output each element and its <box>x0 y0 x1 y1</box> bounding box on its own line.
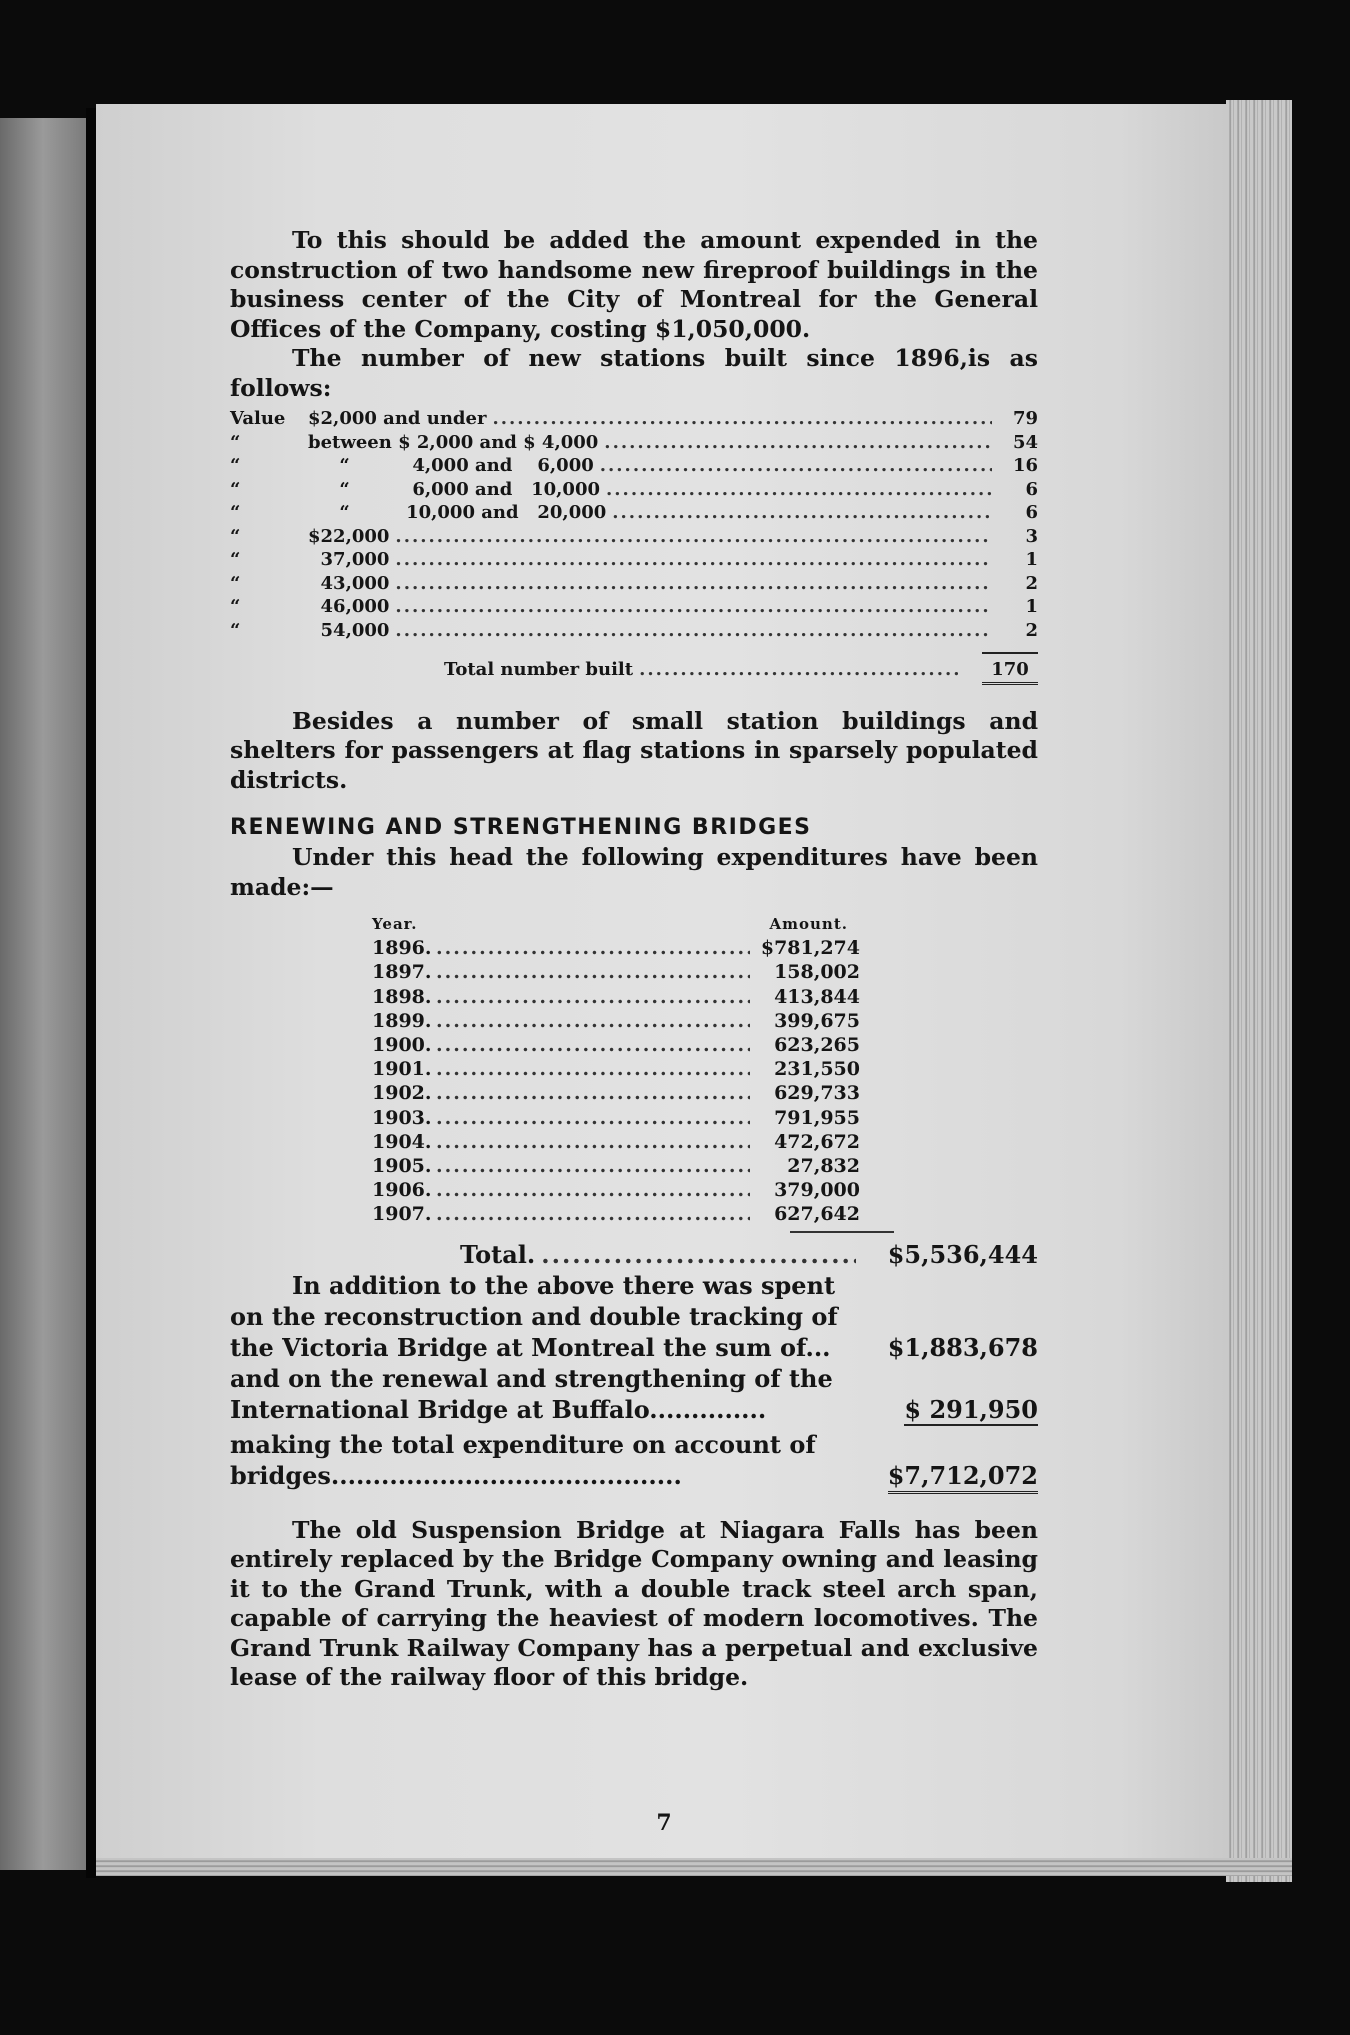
leader-dots <box>436 1057 750 1081</box>
intro-paragraph: To this should be added the amount expended in the construction of two handsome new fireproof buildings in the business center of the City of Montreal for the General Offices of the Company, costing $1,050,000. <box>230 226 1038 343</box>
bridge-expenditure-table <box>372 912 860 1233</box>
row-label: $2,000 and under <box>308 408 487 429</box>
summary-line: International Bridge at Buffalo.............. <box>230 1394 767 1424</box>
leader-dots <box>436 1178 750 1202</box>
amount-cell: 399,675 <box>774 1009 860 1032</box>
table-row <box>372 1130 860 1154</box>
amount-cell: 27,832 <box>787 1155 860 1178</box>
station-row <box>230 525 1038 549</box>
row-count: 6 <box>1025 478 1038 500</box>
page-number: 7 <box>656 1810 672 1836</box>
row-count: 79 <box>1012 408 1038 429</box>
table-row <box>372 985 860 1009</box>
summary-line: the Victoria Bridge at Montreal the sum of... <box>230 1332 831 1362</box>
row-label: 54,000 <box>308 619 390 641</box>
row-count: 1 <box>1025 549 1038 570</box>
row-prefix: “ <box>230 525 241 547</box>
summary-row <box>230 1394 1038 1425</box>
station-row <box>230 454 1038 478</box>
leader-dots <box>395 595 992 619</box>
under-head-paragraph: Under this head the following expenditures have been made:— <box>230 843 1038 901</box>
year-cell: 1901. <box>372 1058 432 1081</box>
year-cell: 1902. <box>372 1082 432 1105</box>
leader-dots <box>436 1154 750 1178</box>
amount-cell: 623,265 <box>774 1034 860 1057</box>
table-row <box>372 1178 860 1202</box>
station-row <box>230 619 1038 643</box>
amount-cell: 629,733 <box>774 1082 860 1105</box>
row-count: 6 <box>1025 502 1038 523</box>
table-header <box>372 912 860 936</box>
leader-dots <box>604 431 992 455</box>
year-cell: 1900. <box>372 1034 432 1057</box>
leader-dots <box>436 985 750 1009</box>
bridges-total-label: Total. <box>460 1239 536 1269</box>
row-label: “ 6,000 and 10,000 <box>308 478 601 500</box>
leader-dots <box>436 936 750 960</box>
table-row <box>372 960 860 984</box>
station-row <box>230 595 1038 619</box>
summary-line: on the reconstruction and double tracking of <box>230 1301 838 1331</box>
victoria-bridge-value: $1,883,678 <box>887 1332 1038 1362</box>
summary-line: making the total expenditure on account of <box>230 1429 816 1459</box>
station-row <box>230 478 1038 502</box>
leader-dots <box>395 572 992 596</box>
year-cell: 1899. <box>372 1009 432 1032</box>
table-row <box>372 1202 860 1226</box>
leader-dots <box>436 960 750 984</box>
leader-dots <box>541 1239 856 1270</box>
station-row <box>230 501 1038 525</box>
closing-paragraph: The old Suspension Bridge at Niagara Falls has been entirely replaced by the Bridge Company owning and leasing it to the Grand Trunk, with a double track steel arch span, capable of carrying the heaviest of modern locomotives. The Grand Trunk Railway Company has a perpetual and exclusive lease of the railway floor of this bridge. <box>230 1515 1038 1692</box>
amount-cell: 379,000 <box>774 1179 860 1202</box>
table-row <box>372 1057 860 1081</box>
row-count: 2 <box>1025 619 1038 641</box>
leader-dots <box>395 619 992 643</box>
summary-row <box>230 1301 1038 1332</box>
leader-dots <box>639 658 958 682</box>
station-row <box>230 572 1038 596</box>
leader-dots <box>395 525 992 549</box>
table-row <box>372 1033 860 1057</box>
row-label: between $ 2,000 and $ 4,000 <box>308 431 599 453</box>
summary-row <box>230 1363 1038 1394</box>
book-gutter <box>86 108 96 1878</box>
col-amount-header: Amount. <box>769 915 848 933</box>
subtotal-rule <box>790 1231 894 1233</box>
row-count: 54 <box>1012 431 1038 453</box>
row-prefix: “ <box>230 431 241 453</box>
row-count: 2 <box>1025 572 1038 594</box>
leader-dots <box>436 1130 750 1154</box>
row-prefix: “ <box>230 502 241 523</box>
summary-line: and on the renewal and strengthening of the <box>230 1363 833 1393</box>
year-cell: 1906. <box>372 1179 432 1202</box>
amount-cell: 472,672 <box>774 1130 860 1153</box>
row-prefix: “ <box>230 596 241 617</box>
row-prefix: “ <box>230 478 241 500</box>
bridges-total-row <box>230 1239 1038 1270</box>
row-label: $22,000 <box>308 525 390 547</box>
row-label: “ 10,000 and 20,000 <box>308 502 607 523</box>
table-row <box>372 936 860 960</box>
stations-total-row <box>230 652 1038 685</box>
summary-row <box>230 1460 1038 1494</box>
table-row <box>372 1081 860 1105</box>
bridges-total-value: $5,536,444 <box>887 1239 1038 1269</box>
row-prefix: “ <box>230 572 241 594</box>
row-prefix: “ <box>230 619 241 641</box>
year-cell: 1905. <box>372 1155 432 1178</box>
table-row <box>372 1009 860 1033</box>
adjacent-page-edge <box>0 118 86 1870</box>
page-text <box>230 226 1038 1693</box>
year-cell: 1896. <box>372 937 432 960</box>
stations-intro: The number of new stations built since 1896,is as follows: <box>230 344 1038 402</box>
leader-dots <box>436 1202 750 1226</box>
station-row <box>230 431 1038 455</box>
year-cell: 1897. <box>372 961 432 984</box>
leader-dots <box>436 1033 750 1057</box>
summary-row <box>230 1270 1038 1301</box>
table-row <box>372 1106 860 1130</box>
station-row <box>230 548 1038 572</box>
amount-cell: 627,642 <box>774 1203 860 1226</box>
year-cell: 1903. <box>372 1106 432 1129</box>
year-cell: 1898. <box>372 985 432 1008</box>
leader-dots <box>436 1009 750 1033</box>
row-label: 43,000 <box>308 572 390 594</box>
amount-cell: 158,002 <box>774 961 860 984</box>
station-row <box>230 407 1038 431</box>
row-count: 1 <box>1025 596 1038 617</box>
amount-cell: $781,274 <box>760 937 860 960</box>
row-label: “ 4,000 and 6,000 <box>308 455 594 476</box>
leader-dots <box>436 1081 750 1105</box>
amount-cell: 231,550 <box>774 1058 860 1081</box>
row-label: 37,000 <box>308 549 390 570</box>
row-prefix: “ <box>230 549 241 570</box>
section-heading: RENEWING AND STRENGTHENING BRIDGES <box>230 815 812 840</box>
leader-dots <box>600 454 992 478</box>
leader-dots <box>395 548 992 572</box>
page-stack-bottom <box>96 1858 1292 1876</box>
year-cell: 1904. <box>372 1130 432 1153</box>
leader-dots <box>612 501 992 525</box>
leader-dots <box>436 1106 750 1130</box>
leader-dots <box>492 407 992 431</box>
stations-total-label: Total number built <box>444 659 634 680</box>
besides-paragraph: Besides a number of small station buildings and shelters for passengers at flag stations in sparsely populated districts. <box>230 706 1038 794</box>
row-prefix: “ <box>230 455 241 476</box>
row-count: 3 <box>1025 525 1038 547</box>
summary-row <box>230 1332 1038 1363</box>
row-prefix: Value <box>230 408 286 429</box>
table-row <box>372 1154 860 1178</box>
international-bridge-value: $ 291,950 <box>904 1394 1038 1424</box>
page-stack-edge <box>1226 100 1292 1882</box>
summary-line: In addition to the above there was spent <box>292 1270 836 1300</box>
amount-cell: 413,844 <box>774 985 860 1008</box>
total-bridges-value: $7,712,072 <box>888 1460 1038 1494</box>
amount-cell: 791,955 <box>774 1106 860 1129</box>
year-cell: 1907. <box>372 1203 432 1226</box>
col-year-header: Year. <box>372 915 418 933</box>
leader-dots <box>606 478 992 502</box>
summary-line: bridges.......................................... <box>230 1460 682 1490</box>
stations-total-value: 170 <box>982 652 1038 685</box>
stations-table <box>230 407 1038 685</box>
row-count: 16 <box>1012 455 1038 476</box>
summary-row <box>230 1429 1038 1460</box>
row-label: 46,000 <box>308 596 390 617</box>
